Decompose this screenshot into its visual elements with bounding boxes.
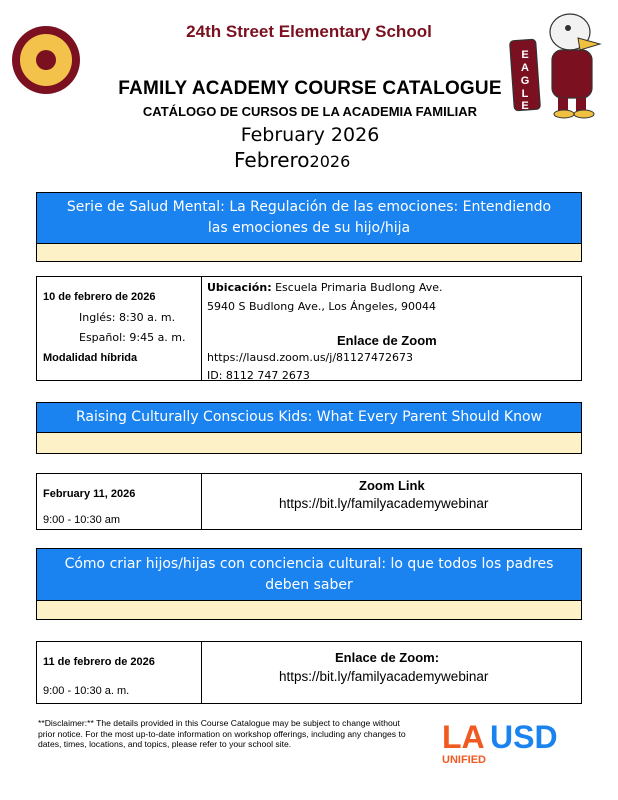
course-3-details bbox=[36, 641, 582, 704]
disclaimer: **Disclaimer:** The details provided in this Course Catalogue may be subject to change without prior notice. For the most up-to-date information on workshop offerings, including any changes to dates, times, locations, and topics, please refer to your school site. bbox=[38, 718, 406, 749]
course-3-zoom-link[interactable]: https://bit.ly/familyacademywebinar bbox=[279, 669, 489, 684]
course-1-location-address: 5940 S Budlong Ave., Los Ángeles, 90044 bbox=[207, 300, 437, 313]
course-2-time: 9:00 - 10:30 am bbox=[43, 514, 121, 526]
course-2-details bbox=[36, 473, 582, 530]
course-3-date: 11 de febrero de 2026 bbox=[43, 656, 155, 668]
course-1-location-label: Ubicación: bbox=[207, 281, 272, 294]
svg-text:G: G bbox=[520, 75, 530, 87]
catalogue-title-es: CATÁLOGO DE CURSOS DE LA ACADEMIA FAMILIAR bbox=[142, 104, 478, 119]
course-2-divider bbox=[201, 474, 202, 529]
course-3-divider bbox=[201, 642, 202, 703]
course-1-date: 10 de febrero de 2026 bbox=[43, 291, 156, 303]
catalogue-title-en: FAMILY ACADEMY COURSE CATALOGUE bbox=[118, 78, 502, 99]
course-2-stripe bbox=[36, 433, 582, 454]
svg-text:E: E bbox=[521, 49, 529, 61]
course-1-divider bbox=[201, 277, 202, 380]
course-2-date: February 11, 2026 bbox=[43, 488, 136, 500]
svg-text:UNIFIED: UNIFIED bbox=[442, 754, 486, 766]
course-1-location-name: Escuela Primaria Budlong Ave. bbox=[275, 281, 443, 294]
lausd-logo bbox=[442, 718, 582, 766]
course-2-zoom-link[interactable]: https://bit.ly/familyacademywebinar bbox=[279, 496, 489, 511]
svg-text:E: E bbox=[521, 100, 529, 112]
course-1-time-en: Inglés: 8:30 a. m. bbox=[79, 311, 176, 324]
month-es-year: 2026 bbox=[309, 152, 351, 171]
course-1-mode: Modalidad híbrida bbox=[43, 352, 138, 364]
svg-text:LA: LA bbox=[442, 719, 485, 755]
course-1-zoom-heading: Enlace de Zoom bbox=[337, 333, 437, 348]
svg-text:L: L bbox=[521, 88, 529, 100]
course-2-zoom-heading: Zoom Link bbox=[359, 478, 425, 493]
course-1-details bbox=[36, 276, 582, 381]
course-1-zoom-id: ID: 8112 747 2673 bbox=[207, 369, 310, 382]
course-3-banner: Cómo criar hijos/hijas con conciencia cultural: lo que todos los padres deben saber bbox=[36, 548, 582, 601]
month-es bbox=[234, 148, 350, 172]
month-en: February 2026 bbox=[240, 124, 380, 146]
course-3-zoom-heading: Enlace de Zoom: bbox=[335, 650, 440, 665]
course-1-banner: Serie de Salud Mental: La Regulación de las emociones: Entendiendo las emociones de su hijo/hija bbox=[36, 192, 582, 244]
school-name: 24th Street Elementary School bbox=[186, 22, 432, 41]
course-2-banner: Raising Culturally Conscious Kids: What Every Parent Should Know bbox=[36, 402, 582, 433]
course-3-stripe bbox=[36, 601, 582, 620]
course-1-stripe bbox=[36, 244, 582, 262]
month-es-label: Febrero bbox=[234, 148, 310, 172]
svg-text:A: A bbox=[521, 62, 529, 74]
course-1-zoom-link[interactable]: https://lausd.zoom.us/j/81127472673 bbox=[207, 351, 414, 364]
course-1-time-es: Español: 9:45 a. m. bbox=[79, 331, 186, 344]
svg-text:USD: USD bbox=[490, 719, 558, 755]
course-3-time: 9:00 - 10:30 a. m. bbox=[43, 685, 130, 697]
